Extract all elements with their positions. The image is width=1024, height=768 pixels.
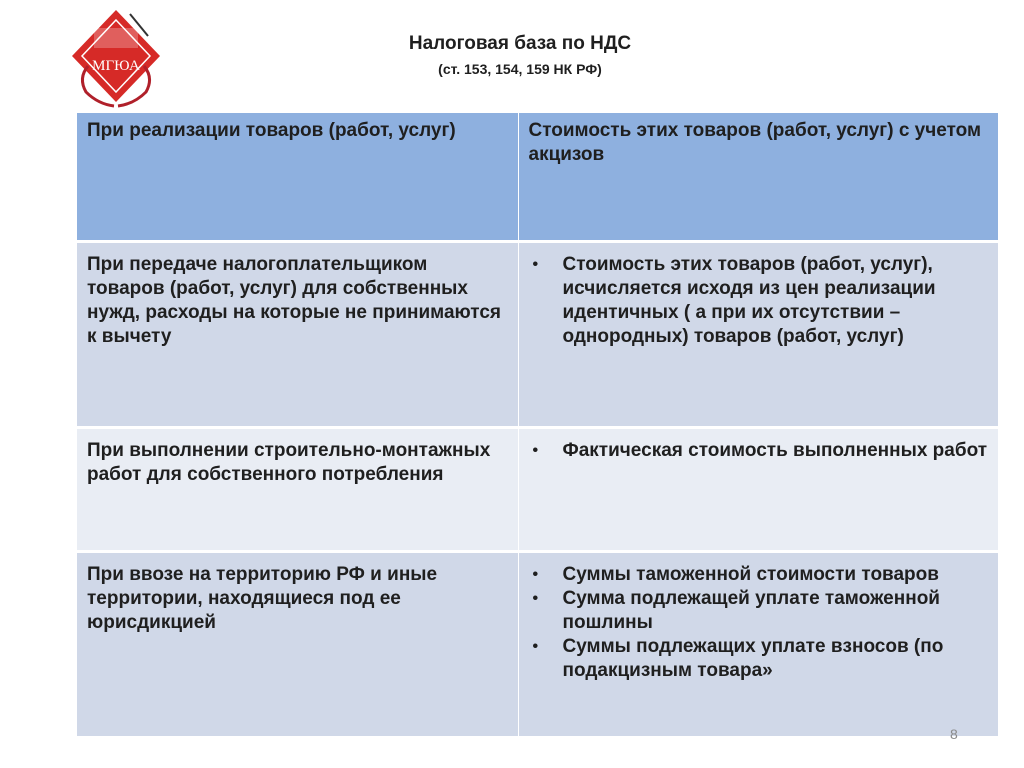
row-condition: При ввозе на территорию РФ и иные территории, находящиеся под ее юрисдикцией (77, 551, 518, 737)
svg-text:МГЮА: МГЮА (92, 58, 140, 74)
row-tax-base (518, 551, 998, 737)
table-row (77, 241, 998, 427)
list-item: • Суммы таможенной стоимости товаров (563, 563, 988, 587)
row-condition: При передаче налогоплательщиком товаров (работ, услуг) для собственных нужд, расходы на которые не принимаются к вычету (77, 241, 518, 427)
tax-base-list (529, 563, 988, 683)
list-item: • Суммы подлежащих уплате взносов (по подакцизным товара» (563, 635, 988, 683)
list-item: • Фактическая стоимость выполненных работ (563, 439, 988, 463)
row-condition: При выполнении строительно-монтажных работ для собственного потребления (77, 427, 518, 551)
tax-base-list (529, 439, 988, 463)
table-row (77, 551, 998, 737)
table-header-right: Стоимость этих товаров (работ, услуг) с учетом акцизов (518, 113, 998, 241)
row-tax-base (518, 241, 998, 427)
table-row (77, 427, 998, 551)
vat-base-table (77, 113, 999, 739)
page-number: 8 (950, 726, 958, 742)
tax-base-list (529, 253, 988, 349)
page-subtitle: (ст. 153, 154, 159 НК РФ) (438, 61, 602, 77)
list-item: • Сумма подлежащей уплате таможенной пошлины (563, 587, 988, 635)
table-header-row (77, 113, 998, 241)
table-header-left: При реализации товаров (работ, услуг) (77, 113, 518, 241)
list-item: • Стоимость этих товаров (работ, услуг), исчисляется исходя из цен реализации идентичных ( а при их отсутствии – однородных) товаров (работ, услуг) (563, 253, 988, 349)
university-logo (68, 6, 164, 110)
page-title: Налоговая база по НДС (408, 33, 632, 54)
title-block (330, 32, 710, 80)
row-tax-base (518, 427, 998, 551)
